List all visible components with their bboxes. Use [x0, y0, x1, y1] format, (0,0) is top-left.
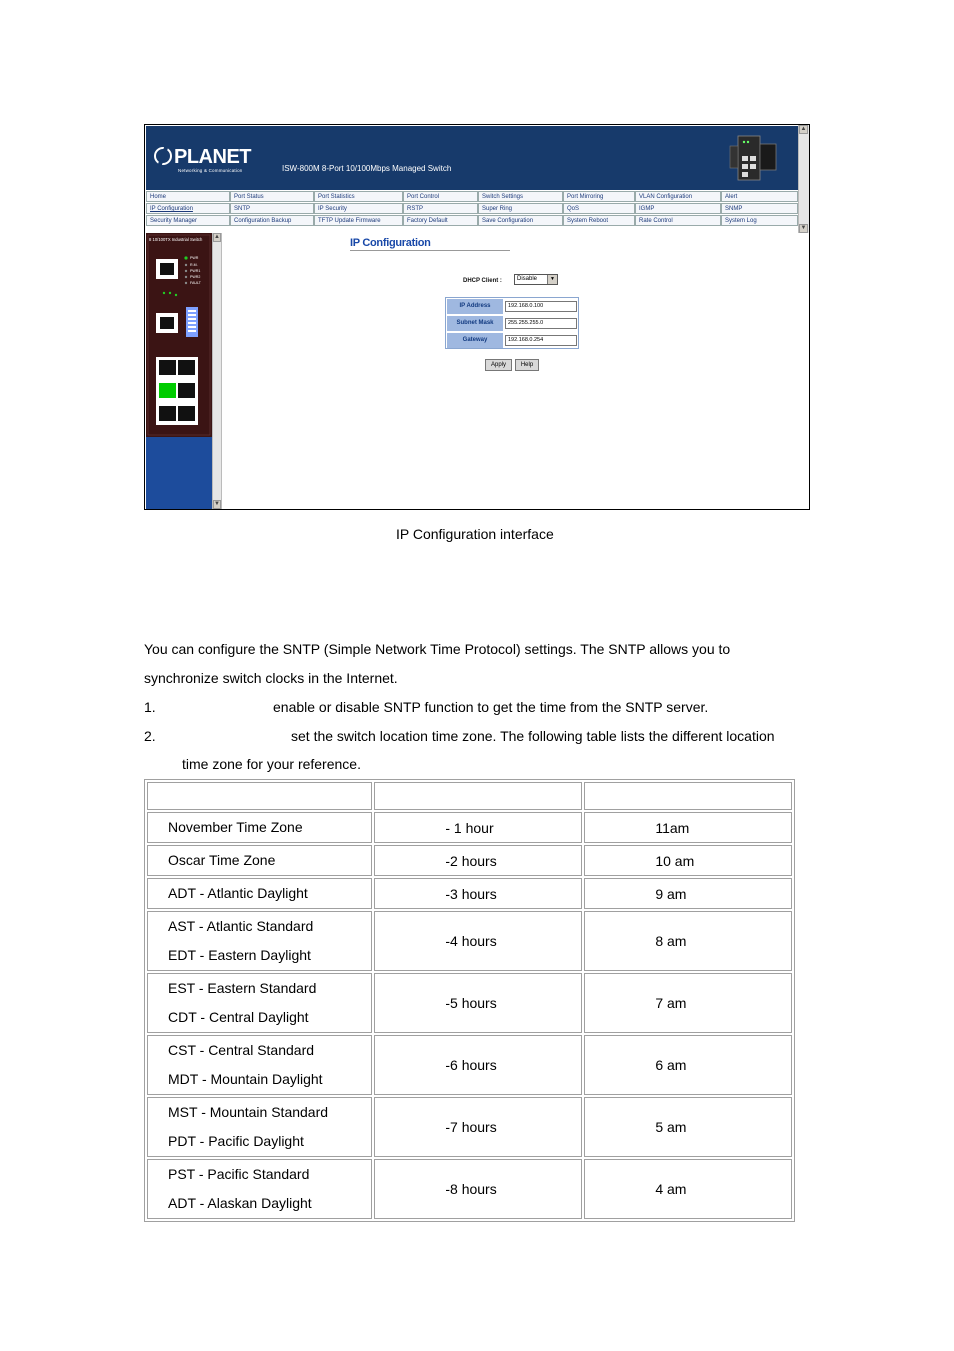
dhcp-client-select[interactable] — [514, 274, 558, 285]
item-2-text: set the switch location time zone. The following table lists the different location — [291, 728, 775, 744]
device-label: 8 10/100TX Industrial Switch — [149, 237, 203, 242]
logo-text: PLANET — [174, 146, 251, 168]
menu-item[interactable]: SNTP — [230, 203, 314, 214]
offset-cell: - 1 hour — [374, 812, 582, 843]
zone-name: PDT - Pacific Daylight — [168, 1133, 304, 1149]
device-panel — [146, 233, 212, 509]
banner-title: ISW-800M 8-Port 10/100Mbps Managed Switch — [282, 164, 452, 173]
led-label-pwr: PWR — [190, 256, 199, 260]
offset-cell: -4 hours — [374, 911, 582, 971]
offset-cell: -2 hours — [374, 845, 582, 876]
zone-cell — [147, 845, 372, 876]
time-cell: 11am — [584, 812, 792, 843]
chevron-down-icon[interactable]: ▼ — [547, 275, 557, 284]
page-scrollbar[interactable] — [798, 125, 809, 233]
offset-cell: -5 hours — [374, 973, 582, 1033]
menu-item[interactable]: Port Statistics — [314, 191, 403, 202]
intro-line-2: synchronize switch clocks in the Internet. — [144, 670, 398, 686]
zone-name: EDT - Eastern Daylight — [168, 947, 311, 963]
zone-name: MDT - Mountain Daylight — [168, 1071, 323, 1087]
zone-cell — [147, 911, 372, 971]
zone-name: AST - Atlantic Standard — [168, 918, 314, 934]
ip-settings-table — [445, 297, 579, 349]
table-row — [147, 812, 792, 843]
zone-name: ADT - Atlantic Daylight — [168, 885, 308, 901]
device-panel-scrollbar[interactable] — [212, 233, 222, 509]
led-label-rm: R.M. — [190, 263, 198, 267]
led-label-pwr2: PWR2 — [190, 275, 201, 279]
time-cell: 7 am — [584, 973, 792, 1033]
apply-button[interactable]: Apply — [485, 359, 512, 371]
zone-name: EST - Eastern Standard — [168, 980, 317, 996]
table-row — [147, 1097, 792, 1157]
zone-name: MST - Mountain Standard — [168, 1104, 329, 1120]
menu-item[interactable]: Factory Default — [403, 215, 478, 226]
dhcp-client-value: Disable — [517, 276, 538, 282]
zone-cell — [147, 1035, 372, 1095]
subnet-mask-input[interactable]: 255.255.255.0 — [505, 318, 577, 329]
table-header-cell — [584, 782, 792, 810]
menu-item[interactable]: IP Configuration — [146, 203, 230, 214]
dhcp-client-label: DHCP Client : — [463, 278, 502, 284]
zone-cell — [147, 973, 372, 1033]
offset-cell: -8 hours — [374, 1159, 582, 1219]
menu-item[interactable]: Port Control — [403, 191, 478, 202]
table-header-cell — [374, 782, 582, 810]
ip-configuration-screenshot — [144, 124, 810, 510]
menu-item[interactable]: SNMP — [721, 203, 798, 214]
menu-item[interactable]: Alert — [721, 191, 798, 202]
panel-scroll-up-icon[interactable]: ▲ — [214, 234, 220, 240]
offset-cell: -6 hours — [374, 1035, 582, 1095]
zone-name: Oscar Time Zone — [168, 852, 276, 868]
item-1-text: enable or disable SNTP function to get the time from the SNTP server. — [273, 699, 709, 715]
menu-item[interactable]: System Reboot — [563, 215, 635, 226]
zone-name: CST - Central Standard — [168, 1042, 315, 1058]
menu-item[interactable]: Super Ring — [478, 203, 563, 214]
menu-item[interactable]: System Log — [721, 215, 798, 226]
item-1-number: 1. — [144, 699, 156, 715]
logo-subtitle: Networking & Communication — [178, 168, 243, 173]
menu-item[interactable]: VLAN Configuration — [635, 191, 721, 202]
time-cell: 10 am — [584, 845, 792, 876]
time-cell: 8 am — [584, 911, 792, 971]
menu-item[interactable]: Save Configuration — [478, 215, 563, 226]
zone-name: November Time Zone — [168, 819, 303, 835]
help-button[interactable]: Help — [515, 359, 539, 371]
menu-item[interactable]: IP Security — [314, 203, 403, 214]
zone-cell — [147, 812, 372, 843]
subnet-mask-label: Subnet Mask — [447, 316, 503, 331]
scroll-down-icon[interactable]: ▼ — [800, 225, 807, 231]
planet-logo — [154, 146, 251, 173]
offset-cell: -3 hours — [374, 878, 582, 909]
switch-device-icon — [724, 132, 782, 184]
time-cell: 5 am — [584, 1097, 792, 1157]
table-row — [147, 1159, 792, 1219]
menu-item[interactable]: Port Mirroring — [563, 191, 635, 202]
time-cell: 6 am — [584, 1035, 792, 1095]
menu-item[interactable]: Home — [146, 191, 230, 202]
time-zone-table — [144, 779, 795, 1222]
device-ports-graphic — [146, 233, 212, 437]
offset-cell: -7 hours — [374, 1097, 582, 1157]
gateway-input[interactable]: 192.168.0.254 — [505, 335, 577, 346]
zone-cell — [147, 1159, 372, 1219]
table-row — [147, 878, 792, 909]
menu-item[interactable]: Switch Settings — [478, 191, 563, 202]
planet-logo-icon — [154, 147, 172, 165]
zone-name: CDT - Central Daylight — [168, 1009, 309, 1025]
table-row — [147, 845, 792, 876]
led-label-fault: FAULT — [190, 281, 201, 285]
gateway-label: Gateway — [447, 333, 503, 348]
table-row — [147, 1035, 792, 1095]
menu-item[interactable]: Configuration Backup — [230, 215, 314, 226]
menu-item[interactable]: RSTP — [403, 203, 478, 214]
zone-name: ADT - Alaskan Daylight — [168, 1195, 312, 1211]
scroll-up-icon[interactable]: ▲ — [800, 126, 807, 132]
menu-item[interactable]: TFTP Update Firmware — [314, 215, 403, 226]
header-banner — [146, 126, 798, 190]
table-header-cell — [147, 782, 372, 810]
panel-scroll-down-icon[interactable]: ▼ — [214, 501, 220, 507]
title-divider — [350, 250, 510, 251]
intro-line-1: You can configure the SNTP (Simple Network Time Protocol) settings. The SNTP allows you to — [144, 641, 731, 657]
zone-cell — [147, 878, 372, 909]
zone-cell — [147, 1097, 372, 1157]
menu-item[interactable]: Security Manager — [146, 215, 230, 226]
item-2-continuation: time zone for your reference. — [182, 756, 361, 772]
time-cell: 9 am — [584, 878, 792, 909]
table-header-row — [147, 782, 792, 810]
figure-caption: IP Configuration interface — [396, 526, 554, 542]
main-menu — [146, 191, 798, 229]
table-row — [147, 973, 792, 1033]
time-cell: 4 am — [584, 1159, 792, 1219]
device-front-view — [146, 233, 212, 437]
zone-name: PST - Pacific Standard — [168, 1166, 310, 1182]
menu-item[interactable]: IGMP — [635, 203, 721, 214]
page-title: IP Configuration — [350, 237, 431, 249]
ip-address-input[interactable]: 192.168.0.100 — [505, 301, 577, 312]
ip-address-label: IP Address — [447, 299, 503, 314]
item-2-number: 2. — [144, 728, 156, 744]
menu-item[interactable]: Rate Control — [635, 215, 721, 226]
table-row — [147, 911, 792, 971]
menu-item[interactable]: QoS — [563, 203, 635, 214]
menu-item[interactable]: Port Status — [230, 191, 314, 202]
led-label-pwr1: PWR1 — [190, 269, 201, 273]
